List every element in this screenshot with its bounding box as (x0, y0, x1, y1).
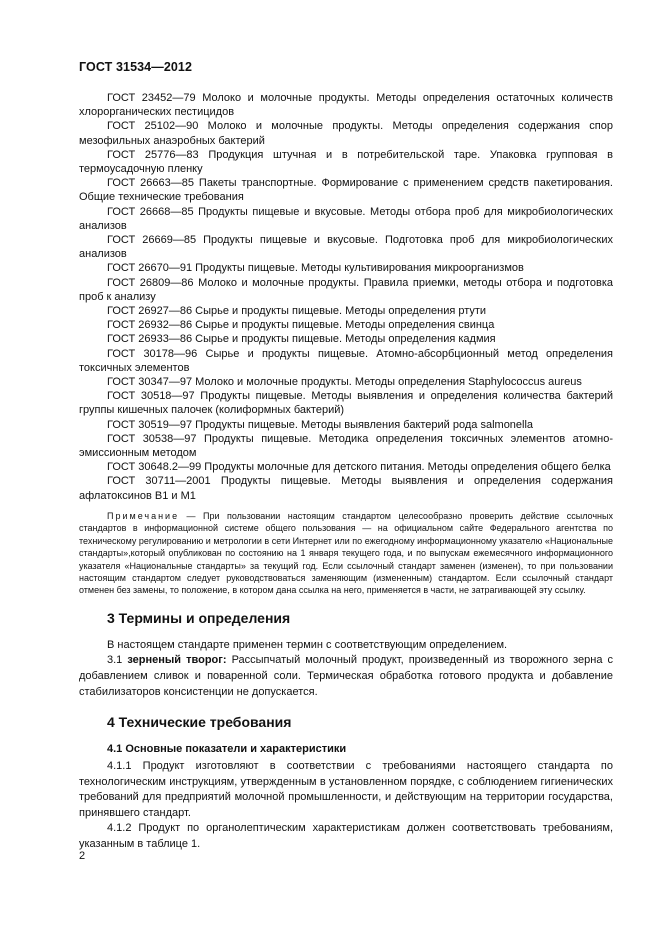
reference-item: ГОСТ 30347—97 Молоко и молочные продукты. Методы определения Staphylococcus aureus (107, 376, 582, 389)
reference-item: ГОСТ 23452—79 Молоко и молочные продукты. Методы определения остаточных количеств хлорорганических пестицидов (79, 92, 613, 119)
reference-item: ГОСТ 30538—97 Продукты пищевые. Методика определения токсичных элементов атомно-эмиссионным методом (79, 432, 613, 460)
reference-item: ГОСТ 30711—2001 Продукты пищевые. Методы выявления и определения содержания афлатоксинов В1 и М1 (79, 475, 613, 502)
reference-item: ГОСТ 30518—97 Продукты пищевые. Методы выявления и определения количества бактерий группы кишечных палочек (колиформных бактерий) (79, 390, 613, 417)
normative-references-list (79, 91, 613, 503)
paragraph-4-1-2: 4.1.2 Продукт по органолептическим характеристикам должен соответствовать требованиям, указанным в таблице 1. (79, 822, 613, 851)
note-label: Примечание (107, 510, 180, 521)
reference-item: ГОСТ 25776—83 Продукция штучная и в потребительской таре. Упаковка групповая в термоусадочную пленку (79, 148, 613, 176)
paragraph-4-1-1: 4.1.1 Продукт изготовляют в соответствии с требованиями настоящего стандарта по технологическим инструкциям, утвержденным в установленном порядке, с соблюдением гигиенических требований для предприятий молочной промышленности, и действующим на территории государства, принявшего стандарт. (79, 760, 613, 819)
term-name: зерненый творог: (127, 654, 227, 667)
reference-item: ГОСТ 26809—86 Молоко и молочные продукты. Правила приемки, методы отбора и подготовка проб к анализу (79, 276, 613, 303)
note-text: — При пользовании настоящим стандартом целесообразно проверить действие ссылочных стандартов в информационной системе общего пользования — на официальном сайте Федерального агентства по техническому регулированию и метрологии в сети Интернет или по ежегодному информационному указателю «Национальные стандарты»,который опубликован по состоянию на 1 января текущего года, и по выпускам ежемесячного информационного указателя «Национальные стандарты» за текущий год. Если ссылочный стандарт заменен (изменен), то при пользовании настоящим стандартом следует руководствоваться заменяющим (измененным) стандартом. Если ссылочный стандарт отменен без замены, то положение, в котором дана ссылка на него, применяется в части, не затрагивающей эту ссылку. (79, 510, 613, 596)
reference-item: ГОСТ 30519—97 Продукты пищевые. Методы выявления бактерий рода salmonella (107, 418, 534, 431)
reference-item: ГОСТ 26663—85 Пакеты транспортные. Формирование с применением средств пакетирования. Общие технические требования (79, 177, 613, 204)
term-definition-text: Рассыпчатый молочный продукт, произведенный из творожного зерна с добавлением сливок и поваренной соли. Термическая обработка готового продукта и добавление стабилизаторов консистенции не допускается. (79, 654, 614, 698)
reference-item: ГОСТ 26668—85 Продукты пищевые и вкусовые. Методы отбора проб для микробиологических анализов (79, 205, 613, 232)
reference-item: ГОСТ 26670—91 Продукты пищевые. Методы культивирования микроорганизмов (107, 262, 524, 275)
section-4-heading: 4 Технические требования (107, 714, 292, 731)
reference-item: ГОСТ 26933—86 Сырье и продукты пищевые. Методы определения кадмия (107, 333, 496, 346)
reference-item: ГОСТ 30178—96 Сырье и продукты пищевые. Атомно-абсорбционный метод определения токсичных элементов (79, 347, 613, 374)
reference-item: ГОСТ 30648.2—99 Продукты молочные для детского питания. Методы определения общего белка (107, 461, 611, 474)
reference-item: ГОСТ 25102—90 Молоко и молочные продукты. Методы определения содержания спор мезофильных анаэробных бактерий (79, 120, 613, 147)
reference-item: ГОСТ 26927—86 Сырье и продукты пищевые. Методы определения ртути (107, 305, 487, 318)
section-3-intro: В настоящем стандарте применен термин с соответствующим определением. (107, 638, 508, 651)
term-number: 3.1 (107, 654, 123, 667)
reference-item: ГОСТ 26932—86 Сырье и продукты пищевые. Методы определения свинца (107, 319, 495, 332)
page-header: ГОСТ 31534—2012 (79, 60, 193, 74)
term-definition (79, 653, 613, 700)
reference-note (79, 510, 613, 597)
page-content (79, 91, 613, 853)
reference-item: ГОСТ 26669—85 Продукты пищевые и вкусовые. Подготовка проб для микробиологических анализов (79, 234, 613, 261)
page-number: 2 (79, 850, 86, 862)
subsection-4-1-heading: 4.1 Основные показатели и характеристики (107, 743, 347, 756)
section-3-heading: 3 Термины и определения (107, 609, 291, 626)
